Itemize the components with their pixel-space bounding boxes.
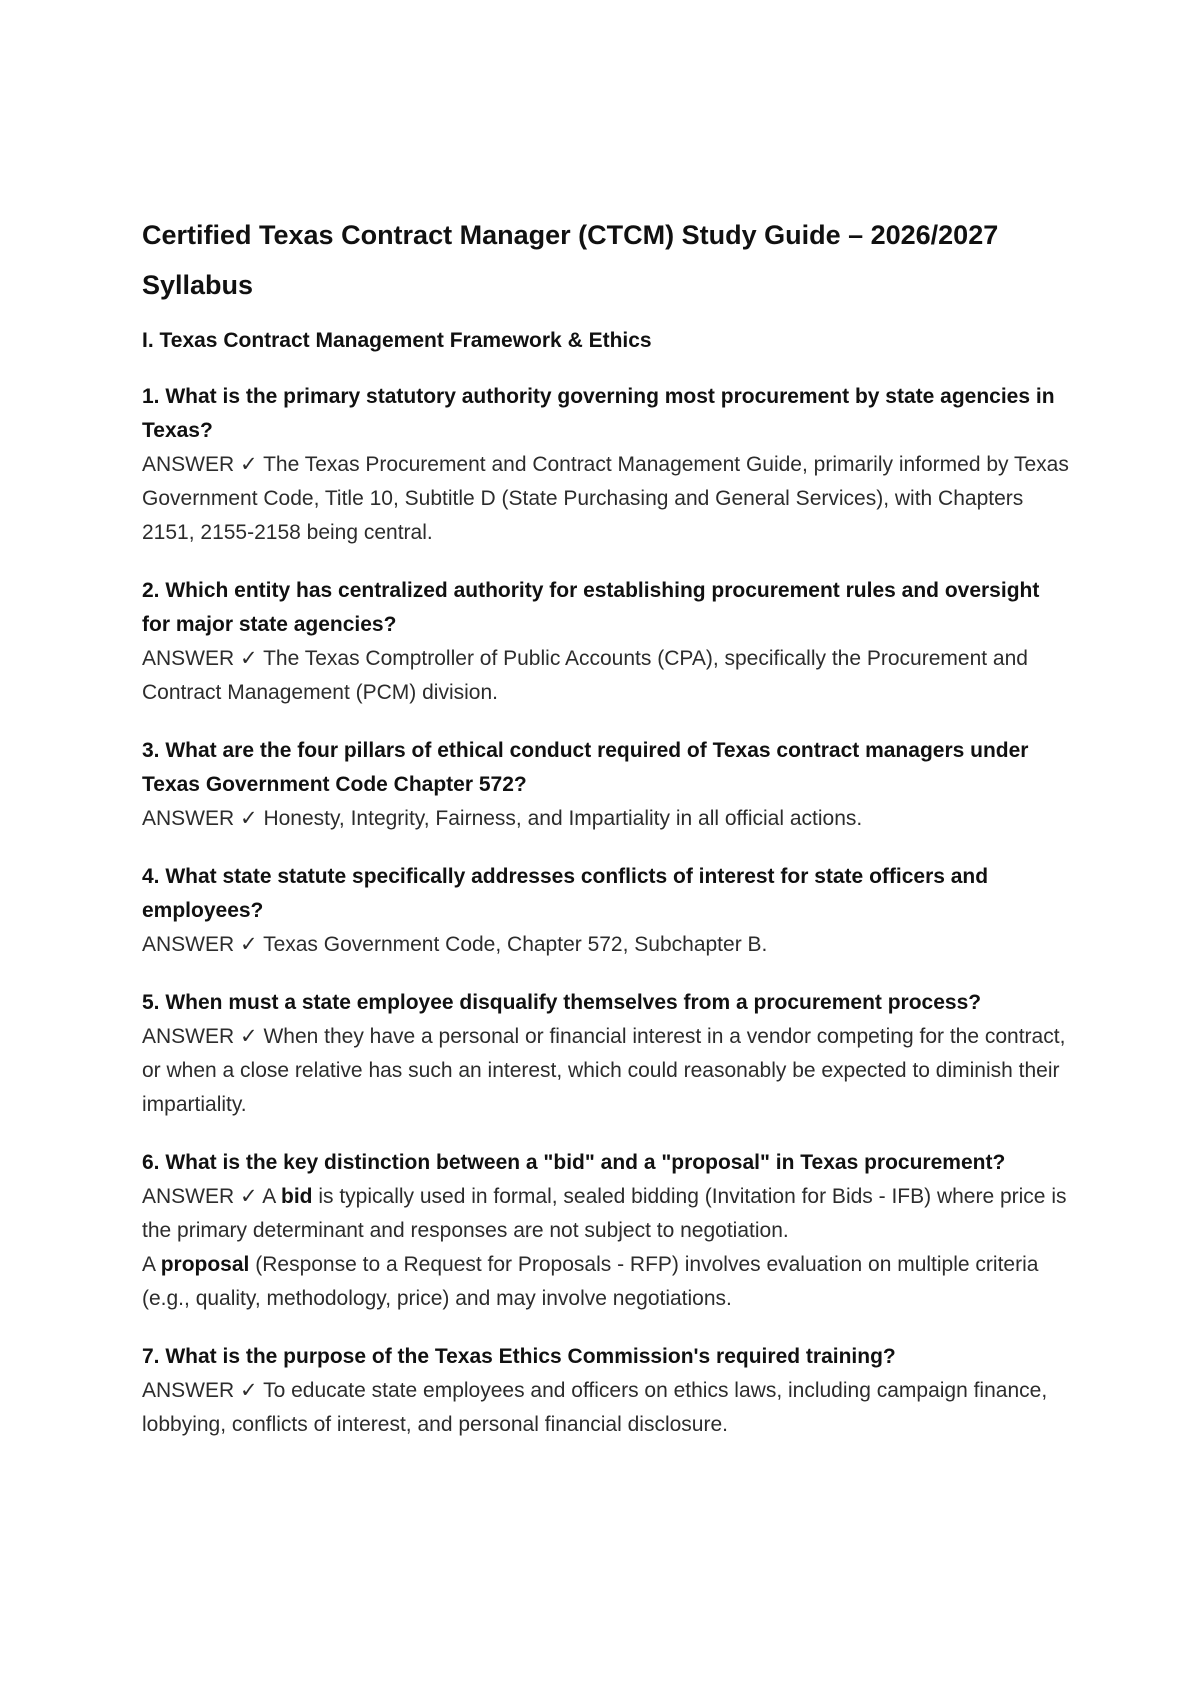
- answer-body: Texas Government Code, Chapter 572, Subchapter B.: [263, 933, 768, 956]
- answer-prefix: ANSWER ✓: [142, 933, 258, 956]
- question-text: 5. When must a state employee disqualify themselves from a procurement process?: [142, 991, 982, 1014]
- answer-body: When they have a personal or financial interest in a vendor competing for the contract, or when a close relative has such an interest, which could reasonably be expected to diminish their impartiality.: [142, 1025, 1066, 1116]
- answer-text: [142, 1020, 1072, 1122]
- answer-lead: A: [262, 1185, 276, 1208]
- answer-body: Honesty, Integrity, Fairness, and Impartiality in all official actions.: [263, 807, 863, 830]
- question-text: 2. Which entity has centralized authority for establishing procurement rules and oversight for major state agencies?: [142, 579, 1040, 636]
- qa-item: [142, 574, 1072, 710]
- question-text: 4. What state statute specifically addresses conflicts of interest for state officers and employees?: [142, 865, 989, 922]
- qa-item: [142, 734, 1072, 836]
- answer-prefix: ANSWER ✓: [142, 647, 258, 670]
- qa-item: [142, 1146, 1072, 1316]
- answer-prefix: ANSWER ✓: [142, 1185, 258, 1208]
- qa-item: [142, 860, 1072, 962]
- section-heading: I. Texas Contract Management Framework & Ethics: [142, 329, 652, 352]
- answer-text: [142, 1180, 1072, 1316]
- answer-body: is typically used in formal, sealed bidding (Invitation for Bids - IFB) where price is the primary determinant and responses are not subject to negotiation.: [142, 1185, 1067, 1242]
- question-text: 3. What are the four pillars of ethical conduct required of Texas contract managers under Texas Government Code Chapter 572?: [142, 739, 1029, 796]
- answer-text: [142, 448, 1072, 550]
- answer-body: The Texas Procurement and Contract Management Guide, primarily informed by Texas Government Code, Title 10, Subtitle D (State Purchasing and General Services), with Chapters 2151, 2155-2158 being central.: [142, 453, 1069, 544]
- term-proposal: proposal: [160, 1253, 250, 1276]
- answer-text: [142, 928, 1072, 962]
- term-bid: bid: [281, 1185, 313, 1208]
- answer-text: [142, 1374, 1072, 1442]
- answer-text: [142, 642, 1072, 710]
- answer-prefix: ANSWER ✓: [142, 1025, 258, 1048]
- qa-item: [142, 1340, 1072, 1442]
- question-text: 7. What is the purpose of the Texas Ethics Commission's required training?: [142, 1345, 896, 1368]
- answer-lead: A: [142, 1253, 155, 1276]
- answer-body: The Texas Comptroller of Public Accounts (CPA), specifically the Procurement and Contract Management (PCM) division.: [142, 647, 1028, 704]
- answer-body: (Response to a Request for Proposals - RFP) involves evaluation on multiple criteria (e.g., quality, methodology, price) and may involve negotiations.: [142, 1253, 1039, 1310]
- question-text: 1. What is the primary statutory authority governing most procurement by state agencies in Texas?: [142, 385, 1055, 442]
- answer-prefix: ANSWER ✓: [142, 1379, 258, 1402]
- qa-item: [142, 986, 1072, 1122]
- page-title: Certified Texas Contract Manager (CTCM) Study Guide – 2026/2027 Syllabus: [142, 220, 999, 300]
- answer-prefix: ANSWER ✓: [142, 453, 258, 476]
- document-page: [142, 210, 1072, 1466]
- answer-body: To educate state employees and officers on ethics laws, including campaign finance, lobbying, conflicts of interest, and personal financial disclosure.: [142, 1379, 1048, 1436]
- answer-prefix: ANSWER ✓: [142, 807, 258, 830]
- answer-text: [142, 802, 1072, 836]
- qa-item: [142, 380, 1072, 550]
- question-text: 6. What is the key distinction between a "bid" and a "proposal" in Texas procurement?: [142, 1151, 1006, 1174]
